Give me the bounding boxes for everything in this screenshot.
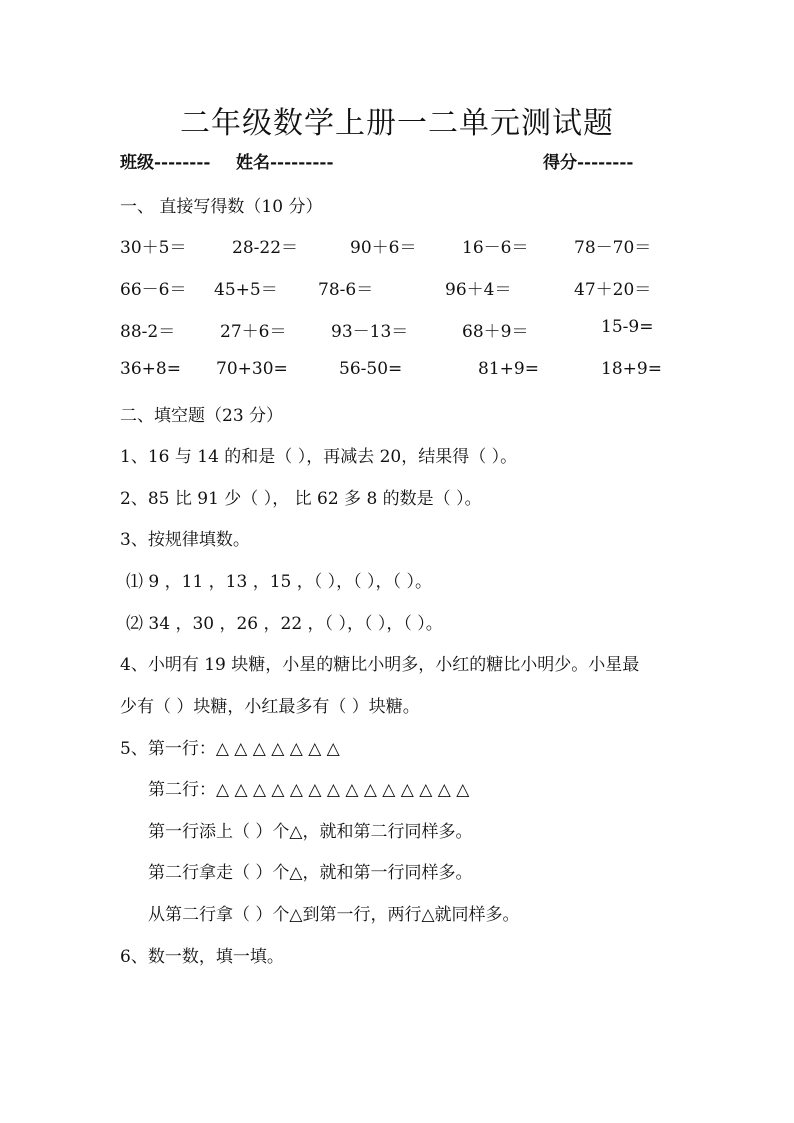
page-title: 二年级数学上册一二单元测试题 [180,106,614,141]
arith-item: 15-9= [601,317,654,337]
question-3: 3、按规律填数。 [120,530,250,550]
question-5-c: 从第二行拿（ ）个△到第一行，两行△就同样多。 [148,905,520,925]
arith-item: 78-6＝ [318,280,374,300]
question-5-a: 第一行添上（ ）个△，就和第二行同样多。 [148,822,473,842]
question-5-b: 第二行拿走（ ）个△，就和第一行同样多。 [148,863,473,883]
arith-item: 68＋9＝ [462,322,529,342]
arith-item: 28-22＝ [232,238,299,258]
arith-item: 81+9= [478,359,539,379]
arith-item: 66－6＝ [120,280,187,300]
section2-heading: 二、填空题（23 分） [120,406,284,426]
arith-item: 96＋4＝ [445,280,512,300]
question-5-row-1: 5、第一行：△ △ △ △ △ △ △ [120,739,340,759]
class-label: 班级-------- [120,153,211,173]
arith-item: 88-2＝ [120,322,176,342]
score-label: 得分-------- [543,153,634,173]
arith-item: 36+8= [120,359,181,379]
arith-item: 30＋5＝ [120,238,187,258]
question-4-line-2: 少有（ ）块糖，小红最多有（ ）块糖。 [120,697,420,717]
arith-item: 93－13＝ [331,322,409,342]
name-label: 姓名--------- [236,153,334,173]
question-5-row-2: 第二行：△ △ △ △ △ △ △ △ △ △ △ △ △ △ [148,780,470,800]
arith-item: 56-50= [339,359,403,379]
arith-item: 16－6＝ [462,238,529,258]
question-3-part-1: ⑴ 9 ，11 ，13 ，15 ，（ ），（ ），（ ）。 [126,572,432,592]
section1-heading: 一、 直接写得数（10 分） [120,197,323,217]
question-4-line-1: 4、小明有 19 块糖，小星的糖比小明多，小红的糖比小明少。小星最 [120,655,640,675]
arith-item: 47＋20＝ [574,280,652,300]
arith-item: 78－70＝ [574,238,652,258]
question-1: 1、16 与 14 的和是（ ），再减去 20，结果得（ ）。 [120,447,518,467]
arith-item: 90＋6＝ [350,238,417,258]
arith-item: 45+5＝ [214,280,278,300]
question-3-part-2: ⑵ 34 ，30 ，26 ，22 ，（ ），（ ），（ ）。 [126,614,443,634]
question-2: 2、85 比 91 少（ ）， 比 62 多 8 的数是（ ）。 [120,489,482,509]
arith-item: 27＋6＝ [220,322,287,342]
question-6: 6、数一数，填一填。 [120,947,284,967]
arith-item: 70+30= [216,359,288,379]
arith-item: 18+9= [601,359,662,379]
